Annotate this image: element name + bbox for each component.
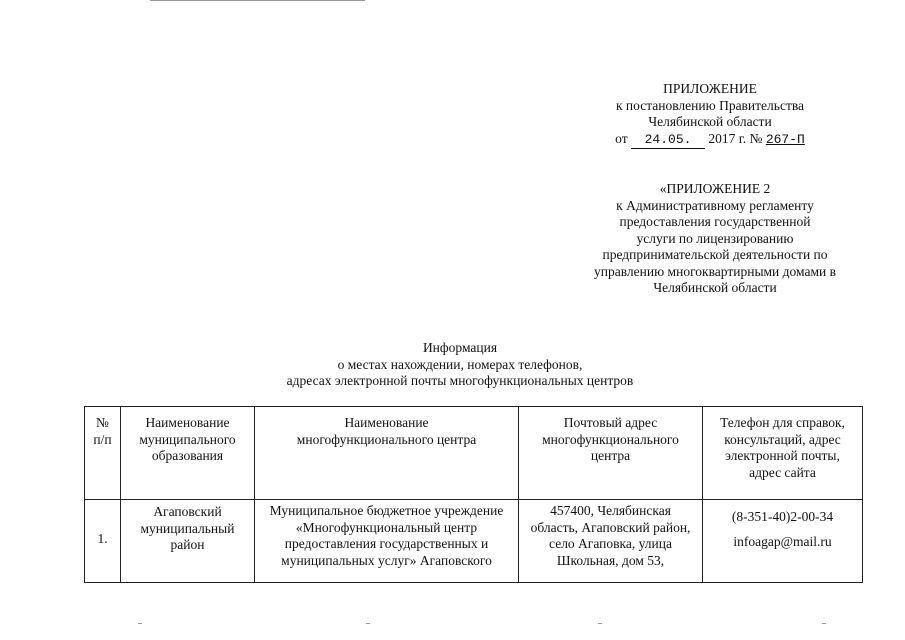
decree-number: 267-П xyxy=(765,131,805,147)
heading-title: Информация xyxy=(422,340,498,355)
row-contacts xyxy=(703,500,863,583)
appendix-regulation-line: Челябинской области xyxy=(653,280,777,295)
heading-line3: адресах электронной почты многофункциональных центров xyxy=(286,373,634,388)
year-text: 2017 г. № xyxy=(708,130,763,146)
appendix-regulation-line: предоставления государственной xyxy=(619,214,811,229)
row-postal-address: 457400, Челябинская область, Агаповский район, село Агаповка, улица Школьная, дом 53, xyxy=(519,500,703,583)
header-postal-address: Почтовый адрес многофункционального центра xyxy=(519,407,703,500)
appendix-regulation-block xyxy=(570,181,860,297)
appendix-main-block xyxy=(585,81,835,149)
header-center-name: Наименование многофункционального центра xyxy=(255,407,519,500)
appendix-main-title: ПРИЛОЖЕНИЕ xyxy=(663,81,757,96)
header-number: № п/п xyxy=(85,407,121,500)
row-email: infoagap@mail.ru xyxy=(733,533,832,549)
row-number: 1. xyxy=(85,500,121,583)
appendix-main-line2: Челябинской области xyxy=(648,114,772,129)
appendix-regulation-line: предпринимательской деятельности по xyxy=(602,247,828,262)
table-row xyxy=(85,500,863,583)
top-divider-line xyxy=(150,0,365,1)
table-header-row xyxy=(85,407,863,500)
appendix-main-line1: к постановлению Правительства xyxy=(615,97,805,113)
header-municipality: Наименование муниципального образования xyxy=(121,407,255,500)
date-prefix: от xyxy=(615,130,628,146)
appendix-regulation-line: к Административному регламенту xyxy=(616,197,814,213)
row-municipality: Агаповский муниципальный район xyxy=(121,500,255,583)
heading-line2: о местах нахождении, номерах телефонов, xyxy=(337,356,583,372)
appendix-regulation-line: управлению многоквартирными домами в xyxy=(594,263,836,279)
mfc-info-table xyxy=(84,406,863,583)
appendix-regulation-line: услуги по лицензированию xyxy=(636,230,794,246)
row-center-name: Муниципальное бюджетное учреждение «Многофункциональный центр предоставления государственных и муниципальных услуг» Агаповского xyxy=(255,500,519,583)
appendix-regulation-title: «ПРИЛОЖЕНИЕ 2 xyxy=(659,181,771,196)
document-heading xyxy=(230,340,690,390)
date-value: 24.05. xyxy=(631,132,705,150)
appendix-main-date-line xyxy=(585,131,835,150)
header-contacts: Телефон для справок, консультаций, адрес электронной почты, адрес сайта xyxy=(703,407,863,500)
row-phone: (8-351-40)2-00-34 xyxy=(731,509,834,524)
